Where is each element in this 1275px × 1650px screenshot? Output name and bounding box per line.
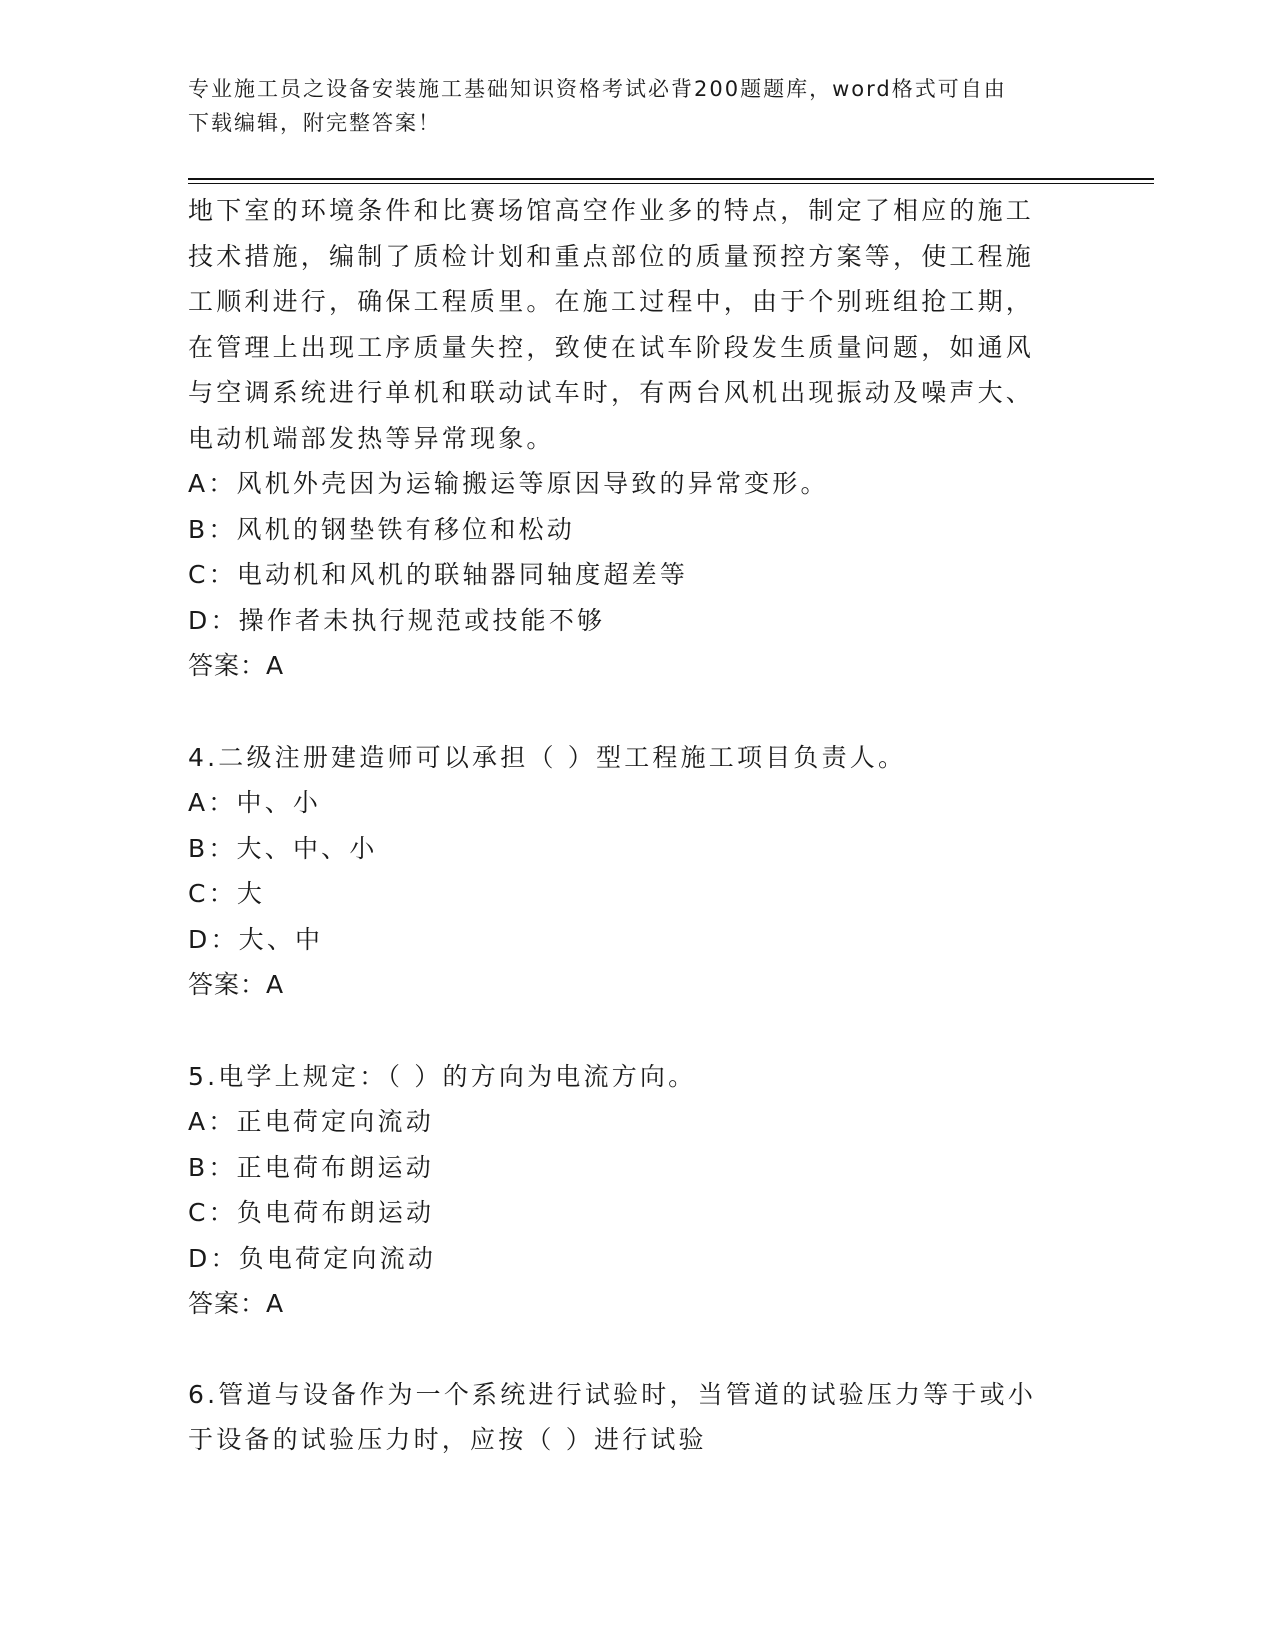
question-3-line: 与空调系统进行单机和联动试车时，有两台风机出现振动及噪声大、 <box>188 378 1035 407</box>
page-header <box>188 72 1068 140</box>
question-3-option-c: C：电动机和风机的联轴器同轴度超差等 <box>188 560 689 589</box>
question-4-text: 4.二级注册建造师可以承担（ ）型工程施工项目负责人。 <box>188 742 907 772</box>
header-divider-thick <box>188 178 1154 180</box>
question-4-option-c: C：大 <box>188 879 266 908</box>
question-4-answer: 答案：A <box>188 970 285 999</box>
question-5-answer: 答案：A <box>188 1289 285 1318</box>
question-3-option-a: A：风机外壳因为运输搬运等原因导致的异常变形。 <box>188 469 829 498</box>
question-3-line: 地下室的环境条件和比赛场馆高空作业多的特点，制定了相应的施工 <box>188 196 1035 225</box>
question-5-option-a: A：正电荷定向流动 <box>188 1107 434 1136</box>
question-3-line: 技术措施，编制了质检计划和重点部位的质量预控方案等，使工程施 <box>188 241 1035 271</box>
question-6-line: 6.管道与设备作为一个系统进行试验时，当管道的试验压力等于或小 <box>188 1379 1037 1409</box>
question-3-line: 电动机端部发热等异常现象。 <box>188 423 555 453</box>
document-body <box>188 188 1068 1463</box>
question-5-text: 5.电学上规定：（ ）的方向为电流方向。 <box>188 1061 697 1091</box>
question-3-line: 工顺利进行，确保工程质里。在施工过程中，由于个别班组抢工期， <box>188 287 1035 316</box>
question-3-option-d: D：操作者未执行规范或技能不够 <box>188 605 606 635</box>
question-5-option-d: D：负电荷定向流动 <box>188 1243 437 1273</box>
question-6-line: 于设备的试验压力时，应按（ ）进行试验 <box>188 1425 707 1454</box>
question-5-option-b: B：正电荷布朗运动 <box>188 1152 434 1182</box>
question-3-option-b: B：风机的钢垫铁有移位和松动 <box>188 514 575 544</box>
spacer <box>188 689 1068 735</box>
question-6-text <box>188 1372 1068 1463</box>
header-line-2: 下载编辑，附完整答案！ <box>188 111 441 135</box>
header-line-1: 专业施工员之设备安装施工基础知识资格考试必背200题题库，word格式可自由 <box>188 77 1007 101</box>
question-3-line: 在管理上出现工序质量失控，致使在试车阶段发生质量问题，如通风 <box>188 332 1035 362</box>
question-5-option-c: C：负电荷布朗运动 <box>188 1198 435 1227</box>
spacer <box>188 1008 1068 1054</box>
header-divider-thin <box>188 183 1154 184</box>
question-3-answer: 答案：A <box>188 651 285 680</box>
question-4-option-d: D：大、中 <box>188 924 324 954</box>
spacer <box>188 1327 1068 1372</box>
question-3-text <box>188 188 1068 461</box>
question-4-option-a: A：中、小 <box>188 788 322 817</box>
question-4-option-b: B：大、中、小 <box>188 833 378 863</box>
